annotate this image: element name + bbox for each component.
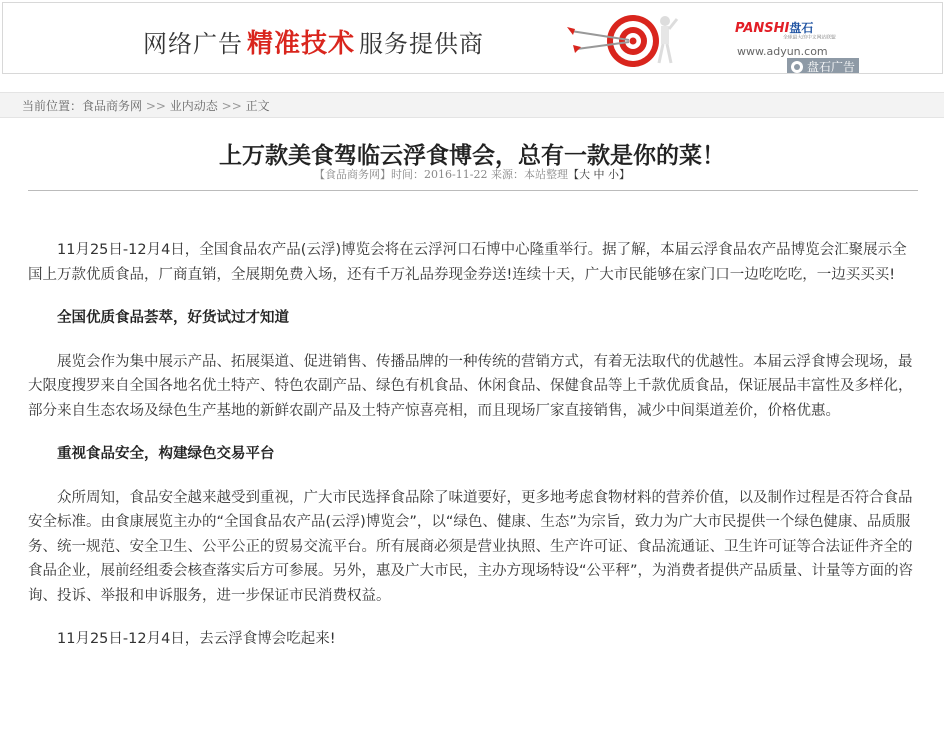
breadcrumb-current: 正文	[245, 99, 270, 113]
font-size-medium[interactable]: 中	[593, 168, 605, 181]
brand-url: www.adyun.com	[737, 45, 828, 58]
paragraph: 展览会作为集中展示产品、拓展渠道、促进销售、传播品牌的一种传统的营销方式，有着无法取代的优越性。本届云浮食博会现场，最大限度搜罗来自全国各地名优土特产、特色农副产品、绿色有机食品、休闲食品、保健食品等上千款优质食品，保证展品丰富性及多样化，部分来自生态农场及绿色生产基地的新鲜农副产品及土特产惊喜亮相，而且现场厂家直接销售，减少中间渠道差价，价格优惠。	[28, 353, 913, 419]
ad-tag[interactable]	[787, 58, 859, 74]
meta-from: 来源：本站整理	[490, 168, 568, 181]
breadcrumb-separator: >>	[221, 99, 242, 113]
brand-tagline: 全球最大的中文网站联盟	[783, 34, 836, 41]
ad-text-before: 网络广告	[143, 30, 243, 58]
ad-slogan	[143, 23, 484, 60]
paragraph: 众所周知，食品安全越来越受到重视，广大市民选择食品除了味道要好，更多地考虑食物材料的营养价值，以及制作过程是否符合食品安全标准。由食康展览主办的“全国食品农产品(云浮)博览会”，以“绿色、健康、生态”为宗旨，致力为广大市民提供一个绿色健康、品质服务、统一规范、安全卫生、公平公正的贸易交流平台。所有展商必须是营业执照、生产许可证、食品流通证、卫生许可证等合法证件齐全的食品企业，展前经组委会核查落实后方可参展。另外，惠及广大市民，主办方现场特设“公平秤”，为消费者提供产品质量、计量等方面的咨询、投诉、举报和申诉服务，进一步保证市民消费权益。	[28, 489, 914, 604]
paragraph: 11月25日-12月4日，全国食品农产品(云浮)博览会将在云浮河口石博中心隆重举行。据了解，本届云浮食品农产品博览会汇聚展示全国上万款优质食品，厂商直销，全展期免费入场，还有千万礼品券现金券送!连续十天，广大市民能够在家门口一边吃吃吃，一边买买买!	[28, 242, 907, 283]
title-divider	[28, 190, 918, 191]
breadcrumb	[0, 92, 944, 118]
article-title: 上万款美食驾临云浮食博会，总有一款是你的菜！	[219, 142, 725, 169]
font-size-open: 【	[567, 168, 579, 181]
brand-name-b: 盘石	[789, 21, 814, 35]
font-size-close: 】	[618, 168, 630, 181]
paragraph: 11月25日-12月4日，去云浮食博会吃起来!	[57, 631, 336, 647]
panshi-icon	[791, 61, 803, 73]
meta-source[interactable]: 【食品商务网】	[314, 168, 392, 181]
breadcrumb-link-home[interactable]: 食品商务网	[82, 99, 143, 113]
ad-text-after: 服务提供商	[359, 30, 485, 58]
font-size-large[interactable]: 大	[578, 168, 590, 181]
breadcrumb-separator: >>	[145, 99, 166, 113]
breadcrumb-label: 当前位置：	[22, 99, 83, 113]
brand-name-a: PANSHI	[735, 21, 790, 36]
target-dart-icon	[563, 9, 683, 69]
section-heading: 重视食品安全，构建绿色交易平台	[57, 446, 275, 462]
breadcrumb-link-news[interactable]: 业内动态	[169, 99, 218, 113]
ad-banner[interactable]	[2, 2, 943, 74]
article-meta	[0, 166, 944, 182]
ad-text-highlight: 精准技术	[247, 29, 356, 59]
section-heading: 全国优质食品荟萃，好货试过才知道	[57, 310, 289, 326]
meta-time: 时间：2016-11-22	[391, 168, 488, 181]
font-size-small[interactable]: 小	[607, 168, 619, 181]
ad-tag-label: 盘石广告	[806, 60, 855, 74]
article-body	[28, 238, 920, 671]
